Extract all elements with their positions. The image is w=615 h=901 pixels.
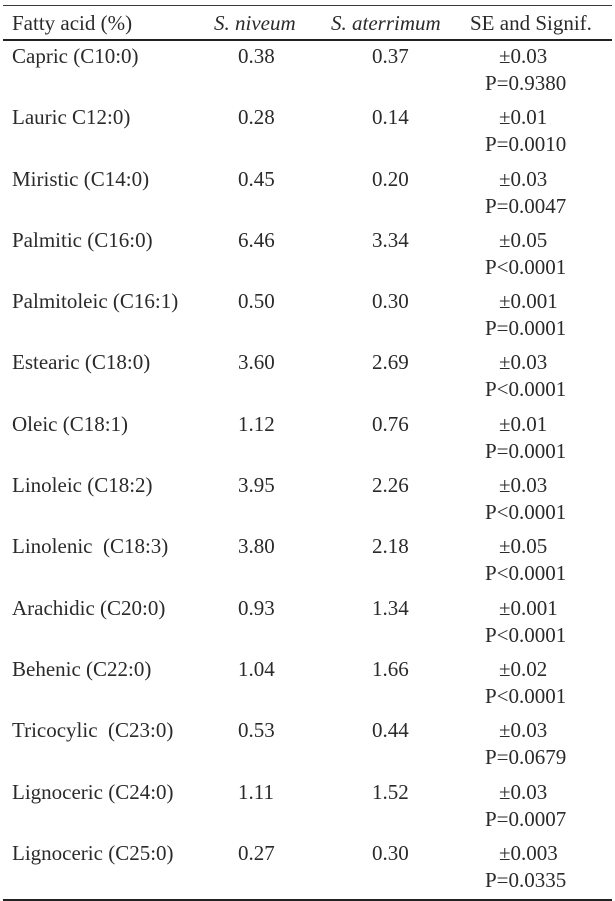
table-row bbox=[3, 41, 612, 102]
cell-significance: P=0.0679 bbox=[485, 745, 567, 770]
cell-se: ±0.05 bbox=[499, 534, 548, 559]
cell-significance: P=0.9380 bbox=[485, 71, 567, 95]
cell-s-niveum: 0.50 bbox=[238, 289, 275, 314]
cell-s-niveum: 0.93 bbox=[238, 595, 275, 620]
cell-fatty-acid: Lignoceric (C25:0) bbox=[12, 840, 174, 865]
cell-se: ±0.003 bbox=[499, 840, 558, 865]
table-row bbox=[3, 838, 612, 899]
header-fatty-acid: Fatty acid (%) bbox=[12, 11, 133, 35]
cell-s-aterrimum: 2.26 bbox=[372, 473, 409, 498]
cell-significance: P=0.0001 bbox=[485, 438, 567, 463]
table-row bbox=[3, 102, 612, 163]
header-s-aterrimum: S. aterrimum bbox=[331, 11, 441, 35]
cell-significance: P<0.0001 bbox=[485, 622, 567, 647]
cell-se: ±0.03 bbox=[499, 779, 548, 804]
cell-se: ±0.03 bbox=[499, 44, 548, 68]
fatty-acid-table bbox=[3, 0, 612, 901]
cell-significance: P<0.0001 bbox=[485, 500, 567, 525]
cell-fatty-acid: Lignoceric (C24:0) bbox=[12, 779, 174, 804]
cell-fatty-acid: Behenic (C22:0) bbox=[12, 656, 152, 681]
cell-s-aterrimum: 3.34 bbox=[372, 227, 409, 252]
cell-fatty-acid: Lauric C12:0) bbox=[12, 105, 131, 130]
header-s-niveum: S. niveum bbox=[214, 11, 296, 35]
cell-s-niveum: 1.04 bbox=[238, 656, 275, 681]
cell-significance: P<0.0001 bbox=[485, 683, 567, 708]
cell-fatty-acid: Palmitoleic (C16:1) bbox=[12, 289, 179, 314]
cell-se: ±0.01 bbox=[499, 105, 548, 130]
cell-significance: P=0.0335 bbox=[485, 867, 567, 892]
cell-fatty-acid: Linoleic (C18:2) bbox=[12, 473, 153, 498]
table-row bbox=[3, 286, 612, 347]
cell-s-aterrimum: 0.14 bbox=[372, 105, 409, 130]
cell-s-aterrimum: 0.30 bbox=[372, 289, 409, 314]
table-row bbox=[3, 654, 612, 715]
cell-fatty-acid: Linolenic (C18:3) bbox=[12, 534, 169, 559]
cell-se: ±0.03 bbox=[499, 350, 548, 375]
cell-s-niveum: 6.46 bbox=[238, 227, 275, 252]
cell-se: ±0.001 bbox=[499, 595, 558, 620]
cell-s-niveum: 0.28 bbox=[238, 105, 275, 130]
table-row bbox=[3, 225, 612, 286]
cell-s-aterrimum: 0.30 bbox=[372, 840, 409, 865]
cell-fatty-acid: Miristic (C14:0) bbox=[12, 166, 150, 191]
cell-se: ±0.03 bbox=[499, 166, 548, 191]
cell-s-niveum: 3.95 bbox=[238, 473, 275, 498]
cell-fatty-acid: Arachidic (C20:0) bbox=[12, 595, 166, 620]
cell-s-niveum: 0.27 bbox=[238, 840, 275, 865]
table-row bbox=[3, 715, 612, 776]
cell-s-aterrimum: 0.37 bbox=[372, 44, 409, 68]
cell-s-niveum: 1.11 bbox=[238, 779, 274, 804]
cell-significance: P=0.0047 bbox=[485, 193, 567, 218]
cell-fatty-acid: Oleic (C18:1) bbox=[12, 411, 129, 436]
cell-significance: P=0.0001 bbox=[485, 316, 567, 341]
cell-s-aterrimum: 2.69 bbox=[372, 350, 409, 375]
cell-fatty-acid: Estearic (C18:0) bbox=[12, 350, 151, 375]
cell-s-niveum: 0.45 bbox=[238, 166, 275, 191]
table-row bbox=[3, 777, 612, 838]
table-row bbox=[3, 347, 612, 408]
cell-s-niveum: 3.60 bbox=[238, 350, 275, 375]
cell-fatty-acid: Palmitic (C16:0) bbox=[12, 227, 153, 252]
cell-significance: P<0.0001 bbox=[485, 254, 567, 279]
cell-s-aterrimum: 1.52 bbox=[372, 779, 409, 804]
cell-s-aterrimum: 0.44 bbox=[372, 718, 409, 743]
cell-se: ±0.001 bbox=[499, 289, 558, 314]
cell-fatty-acid: Capric (C10:0) bbox=[12, 44, 139, 68]
table-row bbox=[3, 531, 612, 592]
cell-se: ±0.01 bbox=[499, 411, 548, 436]
header-se-signif: SE and Signif. bbox=[470, 11, 592, 35]
table-row bbox=[3, 164, 612, 225]
cell-se: ±0.02 bbox=[499, 656, 548, 681]
cell-s-aterrimum: 2.18 bbox=[372, 534, 409, 559]
cell-s-aterrimum: 0.76 bbox=[372, 411, 409, 436]
table-row bbox=[3, 593, 612, 654]
cell-se: ±0.03 bbox=[499, 473, 548, 498]
cell-se: ±0.03 bbox=[499, 718, 548, 743]
cell-s-niveum: 3.80 bbox=[238, 534, 275, 559]
table-body bbox=[3, 41, 612, 899]
cell-s-aterrimum: 1.66 bbox=[372, 656, 409, 681]
cell-se: ±0.05 bbox=[499, 227, 548, 252]
cell-significance: P=0.0010 bbox=[485, 132, 567, 157]
cell-significance: P=0.0007 bbox=[485, 806, 567, 831]
cell-s-aterrimum: 1.34 bbox=[372, 595, 409, 620]
cell-significance: P<0.0001 bbox=[485, 377, 567, 402]
cell-s-niveum: 0.38 bbox=[238, 44, 275, 68]
table-row bbox=[3, 409, 612, 470]
table-row bbox=[3, 470, 612, 531]
cell-significance: P<0.0001 bbox=[485, 561, 567, 586]
cell-fatty-acid: Tricocylic (C23:0) bbox=[12, 718, 174, 743]
table-header-row bbox=[3, 6, 612, 39]
cell-s-aterrimum: 0.20 bbox=[372, 166, 409, 191]
cell-s-niveum: 0.53 bbox=[238, 718, 275, 743]
cell-s-niveum: 1.12 bbox=[238, 411, 275, 436]
